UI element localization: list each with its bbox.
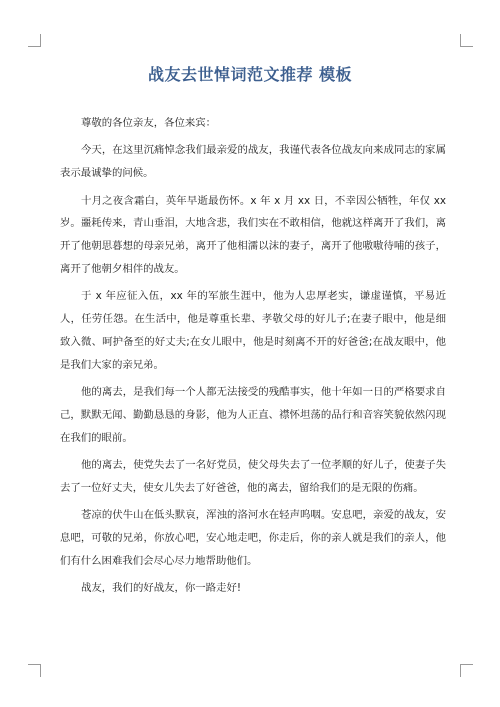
- document-title: 战友去世悼词范文推荐 模板: [147, 65, 353, 84]
- document-body: [60, 112, 446, 605]
- paragraph: 十月之夜含霜白，英年早逝最伤怀。x 年 x 月 xx 日，不幸因公牺牲，年仅 xx 岁。噩耗传来，青山垂泪，大地含悲，我们实在不敢相信，他就这样离开了我们，离开了他朝思暮想的母亲兄弟，离开了他相濡以沫的妻子，离开了他嗷嗷待哺的孩子，离开了他朝夕相伴的战友。: [60, 194, 446, 275]
- paragraph: 他的离去，使党失去了一名好党员，使父母失去了一位孝顺的好儿子，使妻子失去了一位好丈夫，使女儿失去了好爸爸，他的离去，留给我们的是无限的伤痛。: [60, 459, 446, 494]
- paragraph: 于 x 年应征入伍，xx 年的军旅生涯中，他为人忠厚老实，谦虚谨慎，平易近人，任劳任怨。在生活中，他是尊重长辈、孝敬父母的好儿子;在妻子眼中，他是细致入微、呵护备至的好丈夫;在女儿眼中，他是时刻离不开的好爸爸;在战友眼中，他是我们大家的亲兄弟。: [60, 290, 446, 371]
- paragraph: 他的离去，是我们每一个人都无法接受的残酷事实，他十年如一日的严格要求自己，默默无闻、勤勤恳恳的身影，他为人正直、襟怀坦荡的品行和音容笑貌依然闪现在我们的眼前。: [60, 386, 446, 444]
- crop-mark-top-right: [460, 34, 473, 47]
- crop-mark-bottom-right: [460, 664, 473, 677]
- crop-mark-bottom-left: [28, 664, 41, 677]
- paragraph: 苍凉的伏牛山在低头默哀，浑浊的洛河水在轻声呜咽。安息吧，亲爱的战友，安息吧，可敬的兄弟，你放心吧，安心地走吧，你走后，你的亲人就是我们的亲人，他们有什么困难我们会尽心尽力地帮助他们。: [60, 509, 446, 567]
- crop-mark-top-left: [28, 34, 41, 47]
- paragraph: 今天，在这里沉痛悼念我们最亲爱的战友，我谨代表各位战友向来成同志的家属表示最诚挚的问候。: [60, 144, 446, 180]
- closing-line: 战友，我们的好战友，你一路走好!: [81, 582, 242, 595]
- salutation: 尊敬的各位亲友，各位来宾：: [81, 117, 217, 129]
